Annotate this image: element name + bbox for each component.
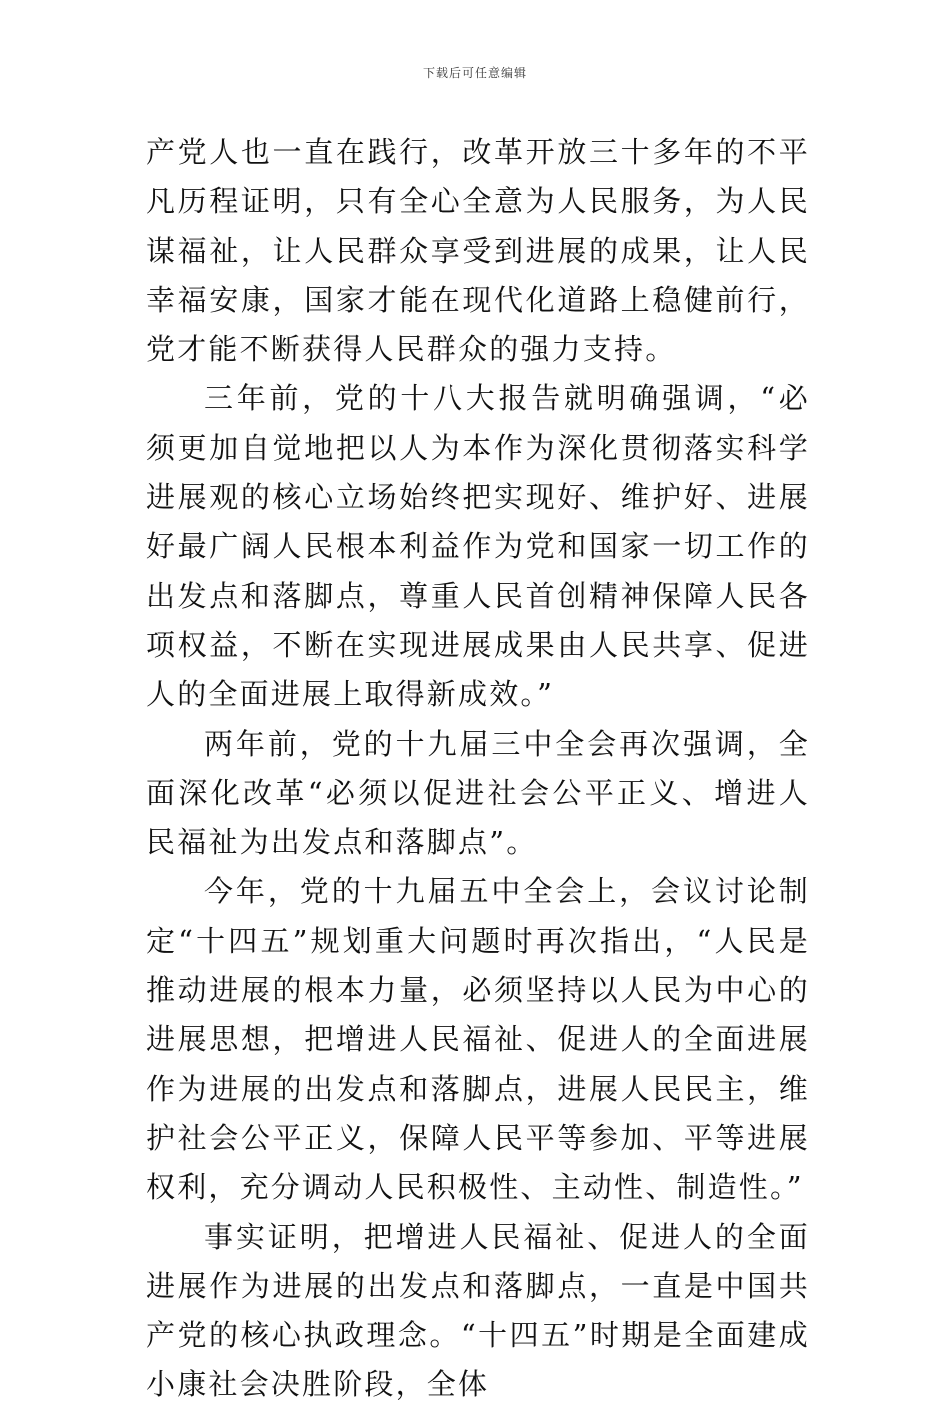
paragraph-fifth-plenary: 今年，党的十九届五中全会上，会议讨论制定“十四五”规划重大问题时再次指出，“人民是推动进展的根本力量，必须坚持以人民为中心的进展思想，把增进人民福祉、促进人的全面进展作为进展的出发点和落脚点，进展人民民主，维护社会公平正义，保障人民平等参加、平等进展权利，充分调动人民积极性、主动性、制造性。” <box>146 874 810 1205</box>
paragraph-third-plenary: 两年前，党的十九届三中全会再次强调，全面深化改革“必须以促进社会公平正义、增进人民福祉为出发点和落脚点”。 <box>146 726 810 860</box>
paragraph-facts-prove: 事实证明，把增进人民福祉、促进人的全面进展作为进展的出发点和落脚点，一直是中国共产党的核心执政理念。“十四五”时期是全面建成小康社会决胜阶段，全体 <box>146 1219 810 1402</box>
paragraph-continuation: 产党人也一直在践行，改革开放三十多年的不平凡历程证明，只有全心全意为人民服务，为人民谋福祉，让人民群众享受到进展的成果，让人民幸福安康，国家才能在现代化道路上稳健前行，党才能不断获得人民群众的强力支持。 <box>146 135 810 367</box>
paragraph-eighteenth-congress: 三年前，党的十八大报告就明确强调，“必须更加自觉地把以人为本作为深化贯彻落实科学进展观的核心立场始终把实现好、维护好、进展好最广阔人民根本利益作为党和国家一切工作的出发点和落脚点，尊重人民首创精神保障人民各项权益，不断在实现进展成果由人民共享、促进人的全面进展上取得新成效。” <box>146 381 810 712</box>
page-header: 下载后可任意编辑 <box>422 66 527 80</box>
document-body <box>146 128 810 1410</box>
